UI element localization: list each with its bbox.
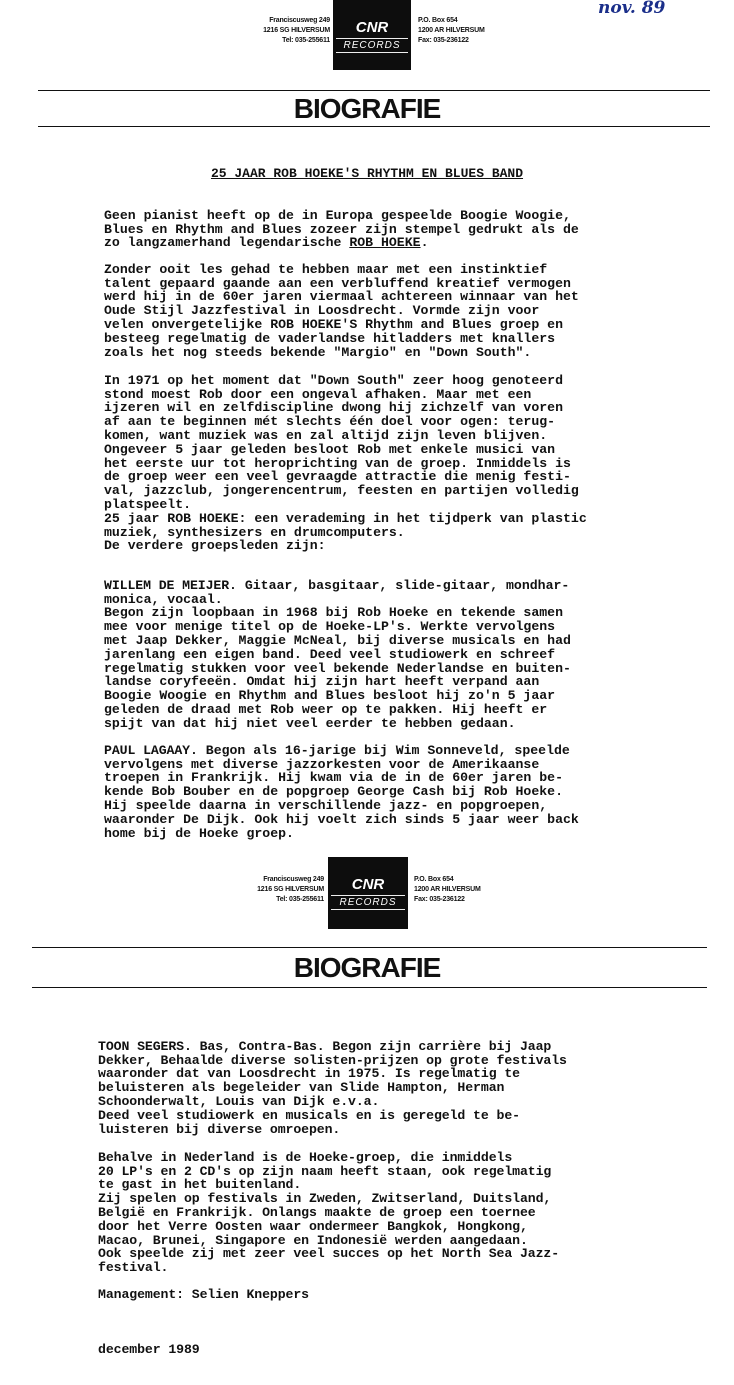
text-line: jarenlang een eigen band. Deed veel studiowerk en schreef (104, 646, 556, 662)
postal-block (414, 875, 534, 905)
text-line: regelmatig stukken voor veel bekende Nederlandse en buiten- (104, 660, 571, 676)
text-line: beluisteren als begeleider van Slide Hampton, Herman (98, 1080, 505, 1096)
paragraph-3 (104, 360, 587, 553)
paragraph-toon (98, 1026, 567, 1150)
cnr-records-logo (333, 0, 411, 70)
text-line (104, 744, 579, 758)
text-line: Ook speelde zij met zeer veel succes op het North Sea Jazz- (98, 1246, 560, 1262)
article-heading (0, 166, 734, 181)
address-block (222, 16, 330, 46)
address-line: 1216 SG HILVERSUM (263, 27, 330, 34)
text-line: muziek, synthesizers en drumcomputers. (104, 524, 405, 540)
biografie-title: BIOGRAFIE (293, 93, 441, 124)
willem-name: WILLEM DE MEIJER (104, 577, 230, 593)
paragraph-2 (104, 249, 579, 373)
text-line: door het Verre Oosten waar ondermeer Bangkok, Hongkong, (98, 1218, 528, 1234)
text-line: festival. (98, 1260, 169, 1276)
text-line: besteeg regelmatig de vaderlandse hitladders met knallers (104, 330, 556, 346)
text-line: zoals het nog steeds bekende "Margio" en "Down South". (104, 344, 532, 360)
text-line: Macao, Brunei, Singapore en Indonesië werden aangedaan. (98, 1232, 528, 1248)
text-line: Schoonderwalt, Louis van Dijk e.v.a. (98, 1093, 380, 1109)
text-line: Hij speelde daarna in verschillende jazz- en popgroepen, (104, 797, 548, 813)
text-line: velen onvergetelijke ROB HOEKE'S Rhythm and Blues groep en (104, 316, 563, 332)
paul-name: PAUL LAGAAY (104, 742, 190, 758)
address-line: Franciscusweg 249 (269, 17, 330, 24)
text-line: Blues en Rhythm and Blues zozeer zijn stempel gedrukt als de (104, 221, 579, 237)
text-line: kende Bob Bouber en de popgroep George Cash bij Rob Hoeke. (104, 784, 563, 800)
letterhead-second (0, 857, 734, 932)
postal-line: P.O. Box 654 (414, 876, 454, 883)
address-line: Tel: 035-255611 (282, 37, 330, 44)
text-line (104, 579, 571, 593)
text-line: Oude Stijl Jazzfestival in Loosdrecht. Vormde zijn voor (104, 303, 540, 319)
text-line: Deed veel studiowerk en musicals en is geregeld te be- (98, 1107, 520, 1123)
text-span: . Bas, Contra-Bas. Begon zijn carrière bij Jaap (183, 1038, 552, 1054)
address-line: Tel: 035-255611 (276, 896, 324, 903)
text-line: werd hij in de 60er jaren viermaal achtereen winnaar van het (104, 289, 579, 305)
text-line: mee voor menige titel op de Hoeke-LP's. Werkte vervolgens (104, 619, 556, 635)
text-line: te gast in het buitenland. (98, 1177, 302, 1193)
text-line: talent gepaard gaande aan een verbluffend kreatief vermogen (104, 275, 571, 291)
text-line: de groep weer een veel gevraagde attractie die menig festi- (104, 469, 571, 485)
document-date: december 1989 (98, 1342, 200, 1357)
postal-line: Fax: 035-236122 (414, 896, 465, 903)
address-line: 1216 SG HILVERSUM (257, 886, 324, 893)
postal-line: P.O. Box 654 (418, 17, 458, 24)
text-span: . (420, 235, 429, 251)
logo-records: RECORDS (331, 895, 405, 910)
text-line: België en Frankrijk. Onlangs maakte de groep een toernee (98, 1204, 536, 1220)
text-line: 20 LP's en 2 CD's op zijn naam heeft staan, ook regelmatig (98, 1163, 552, 1179)
postal-line: 1200 AR HILVERSUM (414, 886, 481, 893)
heading-text: 25 JAAR ROB HOEKE'S RHYTHM EN BLUES BAND (210, 166, 524, 181)
text-line: spijt van dat hij niet veel eerder te hebben gedaan. (104, 715, 516, 731)
postal-block (418, 16, 538, 46)
text-line: Zij spelen op festivals in Zweden, Zwitserland, Duitsland, (98, 1191, 552, 1207)
text-line: troepen in Frankrijk. Hij kwam via de in de 60er jaren be- (104, 770, 563, 786)
text-line: waaronder De Dijk. Ook hij voelt zich sinds 5 jaar weer back (104, 811, 579, 827)
text-line: met Jaap Dekker, Maggie McNeal, bij diverse musicals en had (104, 632, 571, 648)
text-line: af aan te beginnen mét slechts één doel voor ogen: terug- (104, 414, 556, 430)
bottom-rule (32, 987, 707, 988)
top-rule (32, 947, 707, 948)
text-line: vervolgens met diverse jazzorkesten voor de Amerikaanse (104, 756, 540, 772)
paragraph-4: De verdere groepsleden zijn: (104, 538, 326, 553)
text-line: Ongeveer 5 jaar geleden besloot Rob met enkele musici van (104, 441, 556, 457)
text-span: zo langzamerhand legendarische (104, 235, 350, 251)
text-line: In 1971 op het moment dat "Down South" zeer hoog genoteerd (104, 372, 563, 388)
address-block (216, 875, 324, 905)
text-line: landse coryfeeën. Omdat hij zijn hart heeft verpand aan (104, 674, 540, 690)
text-line: luisteren bij diverse omroepen. (98, 1121, 341, 1137)
text-span: . Begon als 16-jarige bij Wim Sonneveld, speelde (189, 742, 570, 758)
text-line: komen, want muziek was en zal altijd zijn leven blijven. (104, 427, 548, 443)
handwritten-date-note: nov. 89 (598, 0, 666, 18)
letterhead-top (0, 0, 734, 75)
logo-cnr: CNR (351, 876, 385, 893)
text-line: Dekker, Behaalde diverse solisten-prijzen op grote festivals (98, 1052, 567, 1068)
biografie-title: BIOGRAFIE (293, 952, 441, 983)
text-line: platspeelt. (104, 496, 192, 512)
cnr-records-logo (328, 857, 408, 929)
text-line: stond moest Rob door een ongeval afhaken. Maar met een (104, 386, 532, 402)
paragraph-willem (104, 565, 571, 744)
text-line: Boogie Woogie en Rhythm and Blues besloot hij zo'n 5 jaar (104, 688, 556, 704)
address-line: Franciscusweg 249 (263, 876, 324, 883)
text-line: val, jazzclub, jongerencentrum, feesten en partijen volledig (104, 483, 579, 499)
rob-hoeke-name: ROB HOEKE (349, 235, 421, 251)
text-line: Behalve in Nederland is de Hoeke-groep, die inmiddels (98, 1149, 513, 1165)
toon-name: TOON SEGERS (98, 1038, 184, 1054)
text-line: monica, vocaal. (104, 591, 223, 607)
text-line: ijzeren wil en zelfdiscipline dwong hij zichzelf van voren (104, 400, 563, 416)
management-line: Management: Selien Kneppers (98, 1287, 309, 1302)
text-line (98, 1040, 567, 1054)
text-line: Zonder ooit les gehad te hebben maar met een instinktief (104, 261, 548, 277)
logo-records: RECORDS (336, 38, 408, 53)
paragraph-paul (104, 730, 579, 854)
text-span: . Gitaar, basgitaar, slide-gitaar, mondhar- (229, 577, 570, 593)
logo-cnr: CNR (355, 19, 389, 36)
text-line: Begon zijn loopbaan in 1968 bij Rob Hoeke en tekende samen (104, 605, 563, 621)
paragraph-international (98, 1137, 559, 1289)
text-line: home bij de Hoeke groep. (104, 825, 294, 841)
text-line: waaronder dat van Loosdrecht in 1975. Is regelmatig te (98, 1066, 520, 1082)
bottom-rule (38, 126, 710, 127)
text-line: Geen pianist heeft op de in Europa gespeelde Boogie Woogie, (104, 207, 571, 223)
text-line: geleden de draad met Rob weer op te pakken. Hij heeft er (104, 701, 548, 717)
text-line: het eerste uur tot heroprichting van de groep. Inmiddels is (104, 455, 571, 471)
top-rule (38, 90, 710, 91)
postal-line: 1200 AR HILVERSUM (418, 27, 485, 34)
postal-line: Fax: 035-236122 (418, 37, 469, 44)
text-line: 25 jaar ROB HOEKE: een verademing in het tijdperk van plastic (104, 510, 587, 526)
